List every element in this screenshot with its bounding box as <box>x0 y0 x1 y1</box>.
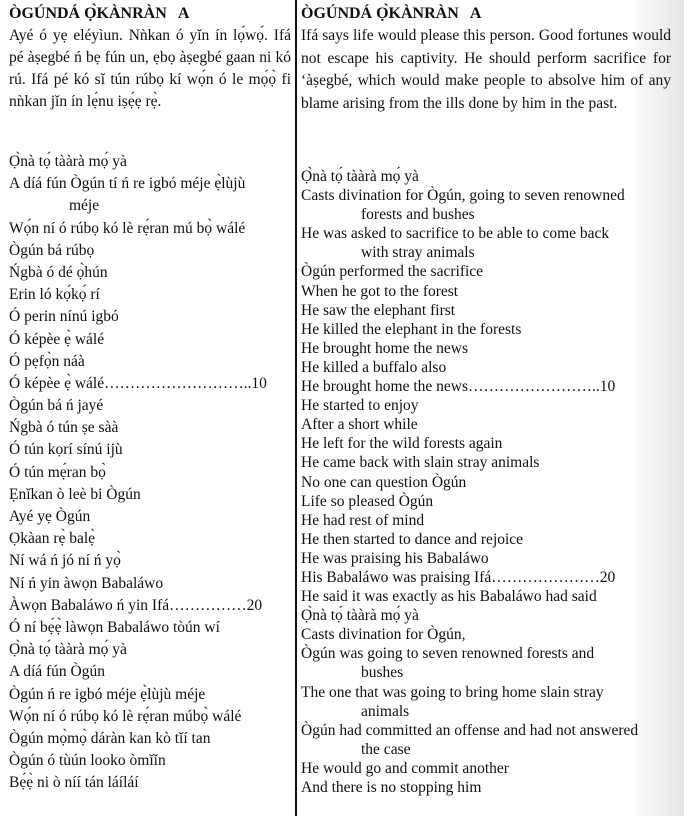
verse-line: Erin ló kọ́kọ́ rí <box>9 286 100 304</box>
verse-line: Ó perin nínú igbó <box>9 308 119 326</box>
verse-line: Ògún had committed an offense and had not answered <box>301 721 639 739</box>
verse-line: Ó tún kọrí sínú ijù <box>9 441 123 459</box>
verse-line: méje <box>69 197 100 215</box>
verse-line: Ògún ń re igbó méje ẹ̀lùjù méje <box>9 685 206 703</box>
verse-line: Ògún performed the sacrifice <box>301 263 484 281</box>
verse-line: He killed a buffalo also <box>301 358 447 376</box>
english-heading: ÒGÚNDÁ Ọ̀KÀNRÀN A <box>301 5 482 22</box>
verse-line: Ògún mọ̀mọ̀ dáràn kan kò tǐí tan <box>9 729 211 747</box>
verse-line: Casts divination for Ògún, <box>301 626 466 644</box>
verse-line: He came back with slain stray animals <box>301 454 540 472</box>
verse-line: Ògún ó tùún looko òmǐǐn <box>9 752 166 770</box>
verse-line: He was praising his Babaláwo <box>301 549 489 567</box>
verse-line: He killed the elephant in the forests <box>301 320 522 338</box>
verse-line: Ọ̀nà tọ́ tààrà mọ́ yà <box>301 607 419 625</box>
verse-line: Ọ̀nà tọ́ tààrà mọ́ yà <box>9 153 127 170</box>
verse-line: He would go and commit another <box>301 759 509 777</box>
verse-line: Ní wá ń jó ní ń yọ̀ <box>9 552 121 570</box>
verse-line: Ògún bá rúbọ <box>9 241 95 259</box>
verse-line: animals <box>361 702 410 720</box>
verse-line: A díá fún Ògún <box>9 663 106 681</box>
verse-line: Wọ́n ní ó rúbọ kó lè rẹ́ran mú bọ̀ wálé <box>9 219 246 237</box>
verse-line: Ayé yẹ Ògún <box>9 508 91 525</box>
verse-line: Ọ̀nà tọ́ tààrà mọ́ yà <box>301 168 419 185</box>
verse-line: He then started to dance and rejoice <box>301 530 524 548</box>
verse-line: When he got to the forest <box>301 282 459 300</box>
verse-line: A díá fún Ògún tí ń re igbó méje ẹ̀lùjù <box>9 175 246 193</box>
verse-line: He brought home the news……………………..10 <box>301 378 616 396</box>
verse-line: Ẹnǐkan ò leè bi Ògún <box>9 485 141 503</box>
verse-line: He started to enjoy <box>301 397 419 415</box>
verse-line: He brought home the news <box>301 339 469 357</box>
verse-line: Ní ń yin àwọn Babaláwo <box>9 574 164 592</box>
english-verse-list <box>301 167 638 797</box>
verse-line: with stray animals <box>361 244 475 262</box>
verse-line: After a short while <box>301 416 418 434</box>
verse-line: Ńgbà ó tún ṣe sàà <box>9 419 119 437</box>
verse-line: And there is no stopping him <box>301 779 482 796</box>
verse-line: Ńgbà ó dé ọ̀hún <box>9 263 108 281</box>
verse-line: Casts divination for Ògún, going to seven renowned <box>301 187 625 205</box>
verse-line: Ó képèe ẹ̀ wálé <box>9 330 105 348</box>
yoruba-verse-list <box>9 151 267 794</box>
verse-line: Ọ̀nà tọ́ tààrà mọ́ yà <box>9 641 127 659</box>
verse-line: He had rest of mind <box>301 511 425 529</box>
verse-line: Ó képèe ẹ̀ wálé………………………..10 <box>9 374 267 392</box>
verse-line: He left for the wild forests again <box>301 435 503 453</box>
verse-line: bushes <box>361 664 404 682</box>
verse-line: He said it was exactly as his Babaláwo had said <box>301 588 597 606</box>
verse-line: Bẹ́ẹ̀ ni ò níí tán láíláí <box>9 774 139 792</box>
verse-line: Ògún was going to seven renowned forests and <box>301 645 595 663</box>
english-intro-paragraph: Ifá says life would please this person. Good fortunes would not escape his captivity. He should perform sacrifice for ‘àṣegbé, which would make people to absolve him of any blame arising from the ills done by him in the past. <box>301 27 671 112</box>
verse-line: Àwọn Babaláwo ń yin Ifá……………20 <box>9 596 263 614</box>
verse-line: Ó tún mẹ́ran bọ̀ <box>9 463 106 481</box>
verse-line: He saw the elephant first <box>301 301 456 319</box>
column-divider <box>295 0 297 816</box>
verse-line: Life so pleased Ògún <box>301 492 434 510</box>
verse-line: Ó pẹfọ̀n náà <box>9 352 85 370</box>
verse-line: forests and bushes <box>361 206 475 224</box>
yoruba-heading: ÒGÚNDÁ Ọ̀KÀNRÀN A <box>9 5 190 22</box>
verse-line: Wọ́n ní ó rúbọ kó lè rẹ́ran múbọ̀ wálé <box>9 707 242 725</box>
verse-line: the case <box>361 740 411 758</box>
verse-line: The one that was going to bring home slain stray <box>301 683 604 701</box>
verse-line: He was asked to sacrifice to be able to come back <box>301 225 610 243</box>
verse-line: Ọkàan rẹ̀ balẹ̀ <box>9 530 96 548</box>
verse-line: Ògún bá ń jayé <box>9 397 104 415</box>
verse-line: No one can question Ògún <box>301 473 467 491</box>
verse-line: His Babaláwo was praising Ifá…………………20 <box>301 568 616 586</box>
yoruba-intro-paragraph: Ayé ó yẹ eléyìun. Nǹkan ó yǐn ín lọ́wọ́. Ifá pé àṣegbé ń bẹ fún un, ẹbọ àṣegbé gaan ni kó rú. Ifá pé kó sǐ tún rúbọ kí wọ́n ó le mọ́ọ̀ fi nǹkan jǐn ín lẹ́nu iṣẹ́ẹ rẹ̀. <box>9 27 291 110</box>
verse-line: Ó ní bẹ́ẹ̀ làwọn Babaláwo tòún wí <box>9 618 220 636</box>
